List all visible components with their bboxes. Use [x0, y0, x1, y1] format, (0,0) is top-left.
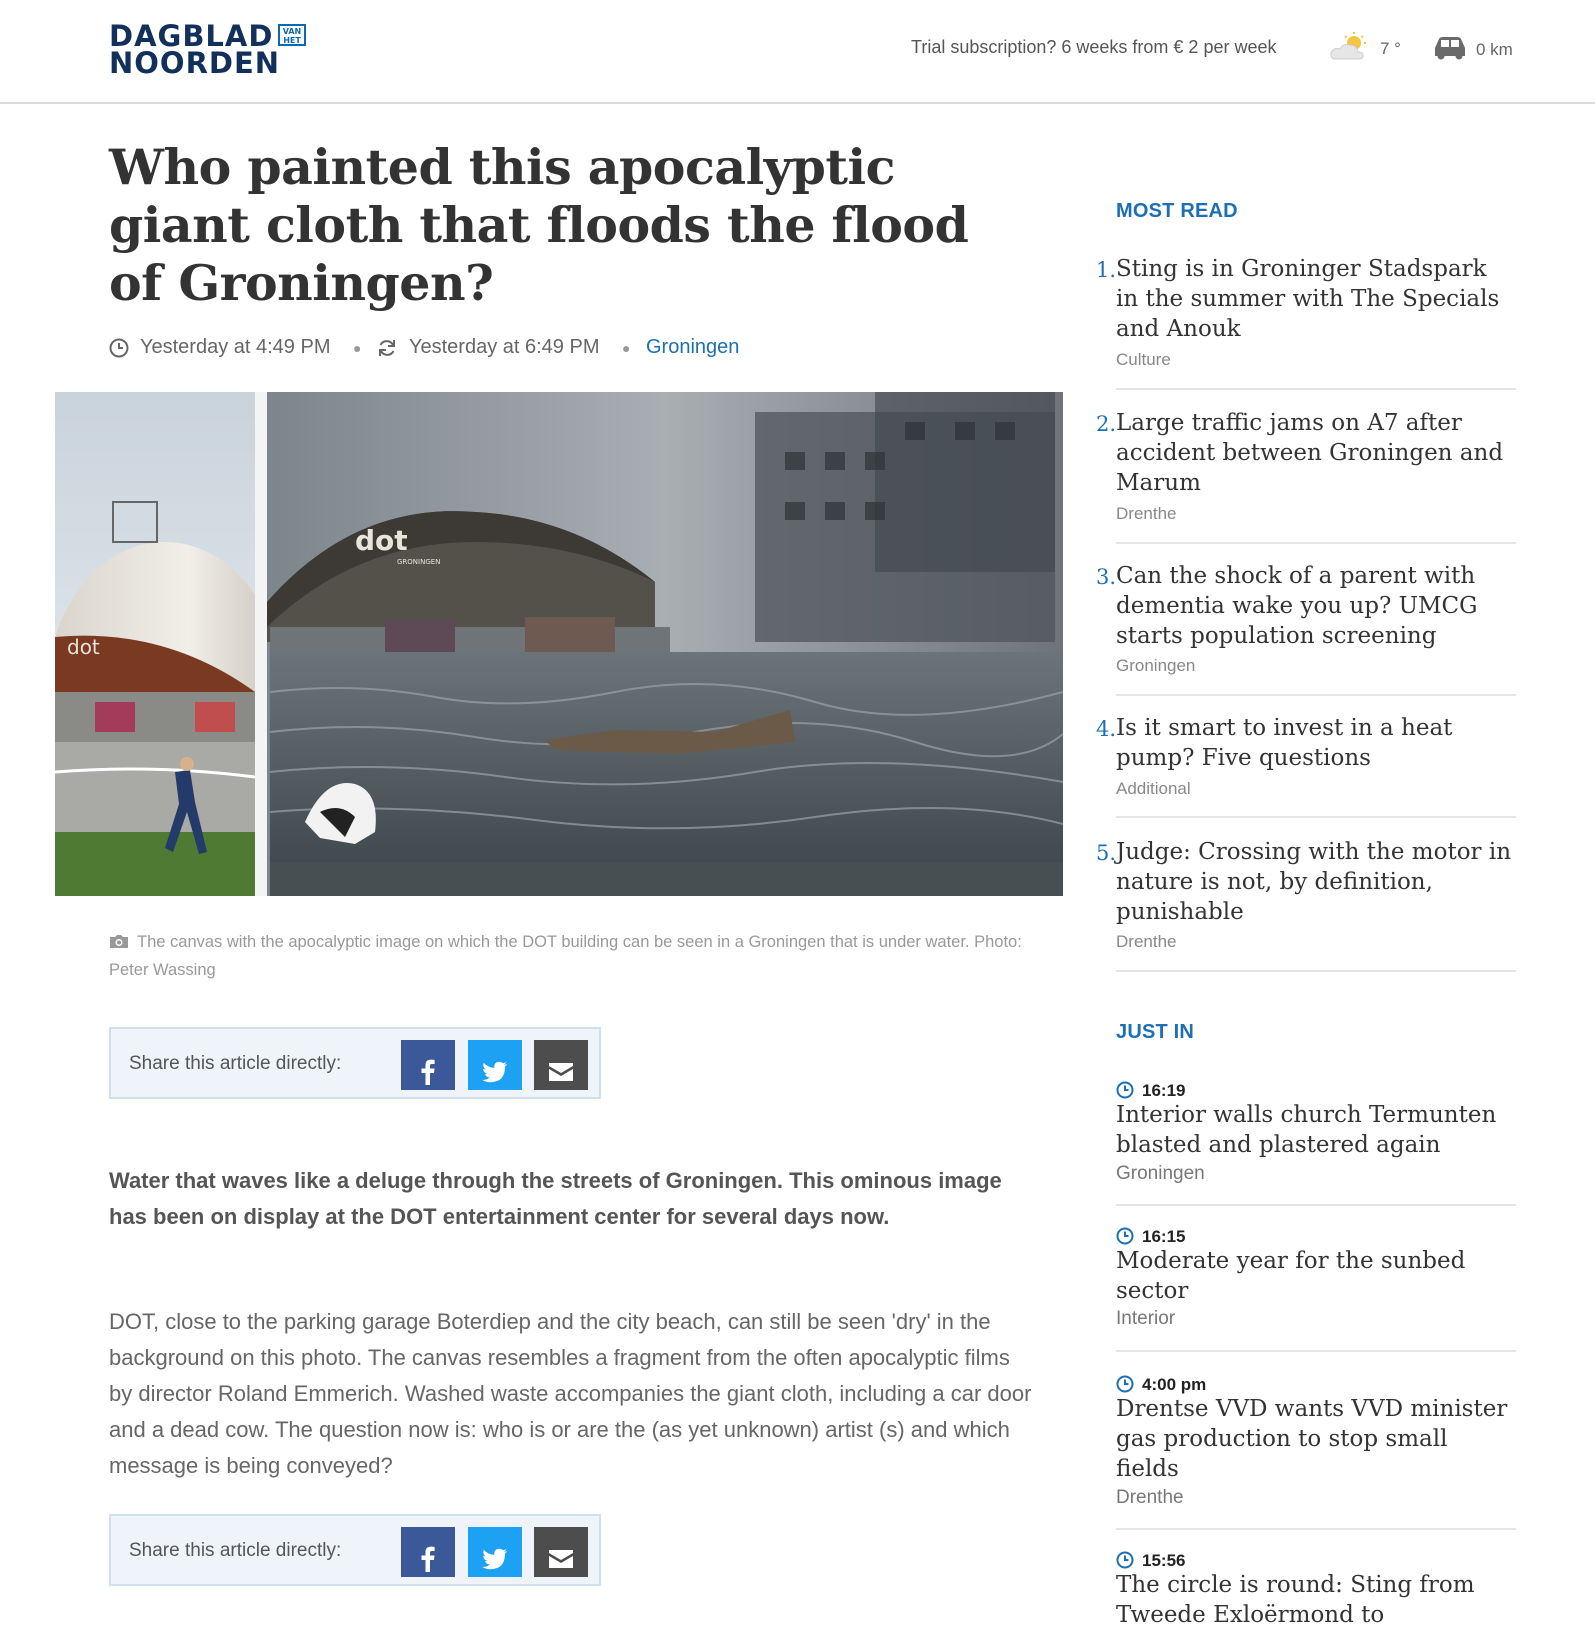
just-in-heading: JUST IN [1116, 1021, 1195, 1043]
logo-text-top: DAGBLAD [109, 19, 274, 53]
most-read-title[interactable]: Can the shock of a parent with dementia wake you up? UMCG starts population screening [1116, 563, 1478, 649]
just-in-time-text: 4:00 pm [1142, 1375, 1207, 1394]
most-read-title[interactable]: Is it smart to invest in a heat pump? Five questions [1116, 715, 1453, 771]
facebook-share-button[interactable] [401, 1040, 455, 1090]
email-share-button[interactable] [534, 1040, 588, 1090]
clock-icon [1116, 1081, 1134, 1099]
facebook-icon [421, 1059, 435, 1085]
just-in-title[interactable]: Moderate year for the sunbed sector [1116, 1248, 1466, 1304]
site-logo[interactable] [109, 19, 309, 80]
most-read-title[interactable]: Large traffic jams on A7 after accident between Groningen and Marum [1116, 410, 1504, 496]
car-icon [1432, 34, 1468, 60]
article-body: DOT, close to the parking garage Boterdiep and the city beach, can still be seen 'dry' in the background on this photo. The canvas resembles a fragment from the often apocalyptic films by director Roland Emmerich. Washed waste accompanies the giant cloth, including a car door and a dead cow. The question now is: who is or are the (as yet unknown) artist (s) and which message is being conveyed? [109, 1309, 1032, 1478]
most-read-heading: MOST READ [1116, 200, 1238, 222]
facebook-share-button[interactable] [401, 1527, 455, 1577]
most-read-category: Culture [1116, 350, 1171, 369]
rank-number: 2. [1095, 412, 1116, 436]
region-link[interactable]: Groningen [646, 336, 740, 358]
clock-icon [1116, 1551, 1134, 1569]
published-time: Yesterday at 4:49 PM [140, 336, 331, 358]
article-lead: Water that waves like a deluge through the streets of Groningen. This ominous image has been on display at the DOT entertainment center for several days now. [109, 1168, 1002, 1229]
most-read-category: Drenthe [1116, 504, 1177, 523]
meta-separator: ● [622, 340, 631, 356]
rank-number: 5. [1095, 841, 1116, 865]
divider [1116, 816, 1516, 818]
mail-icon [549, 1063, 573, 1081]
logo-badge: VAN HET [278, 24, 306, 46]
article-title: Who painted this apocalyptic giant cloth that floods the flood of Groningen? [109, 138, 969, 312]
rank-number: 1. [1095, 258, 1116, 282]
trial-subscription-link[interactable]: Trial subscription? 6 weeks from € 2 per week [911, 37, 1277, 57]
most-read-category: Additional [1116, 779, 1191, 798]
logo-text-bottom: NOORDEN [109, 46, 281, 80]
twitter-icon [482, 1548, 508, 1570]
share-box-bottom [109, 1514, 601, 1586]
divider [1116, 542, 1516, 544]
just-in-title[interactable]: The circle is round: Sting from Tweede Exloërmond to [1116, 1572, 1475, 1628]
twitter-share-button[interactable] [468, 1527, 522, 1577]
image-caption [109, 928, 1039, 984]
share-label: Share this article directly: [129, 1053, 342, 1074]
just-in-title[interactable]: Drentse VVD wants VVD minister gas production to stop small fields [1116, 1396, 1508, 1482]
most-read-category: Drenthe [1116, 932, 1177, 951]
facebook-icon [421, 1546, 435, 1572]
partly-cloudy-icon [1330, 32, 1370, 62]
just-in-title[interactable]: Interior walls church Termunten blasted and plastered again [1116, 1102, 1497, 1158]
just-in-time-text: 15:56 [1142, 1551, 1186, 1570]
camera-icon [109, 934, 129, 949]
clock-icon [1116, 1375, 1134, 1393]
share-box-top [109, 1027, 601, 1099]
just-in-category: Drenthe [1116, 1487, 1184, 1508]
most-read-title[interactable]: Sting is in Groninger Stadspark in the summer with The Specials and Anouk [1116, 256, 1500, 342]
just-in-time-text: 16:15 [1142, 1227, 1186, 1246]
article-image[interactable] [55, 392, 1063, 896]
traffic-km: 0 km [1476, 40, 1513, 59]
dot-sign-sub: GRONINGEN [397, 558, 441, 566]
just-in-time-text: 16:19 [1142, 1081, 1186, 1100]
clock-icon [1116, 1227, 1134, 1245]
divider [1116, 1204, 1516, 1206]
clock-icon [109, 338, 129, 358]
most-read-title[interactable]: Judge: Crossing with the motor in nature is not, by definition, punishable [1116, 839, 1512, 925]
divider [1116, 1528, 1516, 1530]
temperature: 7 ° [1380, 39, 1401, 58]
caption-text: The canvas with the apocalyptic image on which the DOT building can be seen in a Groningen that is under water. Photo: Peter Wassing [109, 933, 1022, 979]
site-header [0, 0, 1595, 104]
twitter-share-button[interactable] [468, 1040, 522, 1090]
share-label: Share this article directly: [129, 1540, 342, 1561]
just-in-category: Groningen [1116, 1163, 1205, 1184]
rank-number: 4. [1095, 717, 1116, 741]
refresh-icon [377, 338, 397, 358]
updated-time: Yesterday at 6:49 PM [409, 336, 600, 358]
divider [1116, 694, 1516, 696]
most-read-category: Groningen [1116, 656, 1196, 675]
divider [1116, 970, 1516, 972]
dot-sign-main: dot [355, 524, 408, 557]
twitter-icon [482, 1061, 508, 1083]
rank-number: 3. [1095, 565, 1116, 589]
just-in-category: Interior [1116, 1308, 1176, 1329]
mail-icon [549, 1550, 573, 1568]
divider [1116, 388, 1516, 390]
divider [1116, 1350, 1516, 1352]
meta-separator: ● [353, 340, 362, 356]
email-share-button[interactable] [534, 1527, 588, 1577]
dot-sign-left: dot [67, 635, 100, 659]
flood-canvas-photo [55, 392, 1063, 896]
